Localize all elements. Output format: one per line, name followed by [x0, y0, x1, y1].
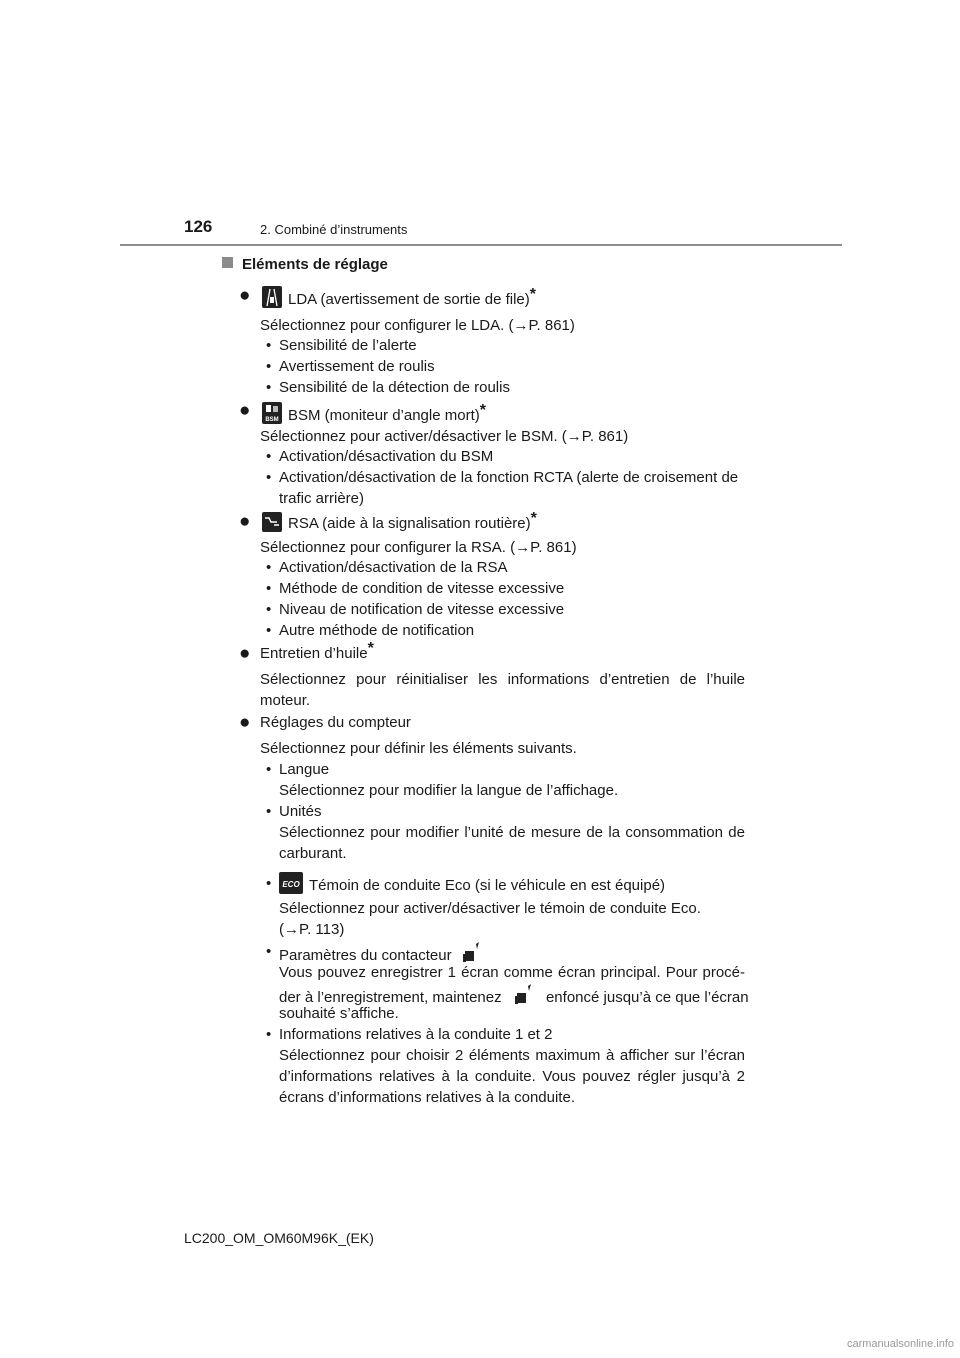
list-item: •: [266, 448, 272, 465]
list-item-text: Activation/désactivation de la RSA: [279, 559, 508, 576]
list-item-desc: der à l’enregistrement, maintenez enfoncé jusqu’à ce que l’écran: [279, 984, 749, 1008]
list-item-desc: Sélectionnez pour modifier la langue de l’affichage.: [279, 782, 619, 799]
list-item-text: Avertissement de roulis: [279, 358, 435, 375]
list-item-desc: carburant.: [279, 845, 347, 862]
list-item-text: Méthode de condition de vitesse excessive: [279, 580, 565, 597]
list-item: •: [266, 601, 272, 618]
switch-icon: [514, 984, 534, 1006]
bullet-dot-icon: ●: [239, 712, 251, 733]
oil-description-line1: Sélectionnez pour réinitialiser les informations d’entretien de l’huile: [260, 671, 745, 688]
lda-icon: [262, 286, 282, 308]
bsm-icon: [262, 402, 282, 424]
meter-description: Sélectionnez pour définir les éléments suivants.: [260, 740, 577, 757]
list-item-text: ECO Témoin de conduite Eco (si le véhicule en est équipé): [279, 872, 665, 896]
list-item-text: trafic arrière): [279, 490, 365, 507]
list-item-desc: écrans d’informations relatives à la conduite.: [279, 1089, 575, 1106]
switch-icon: [462, 942, 482, 964]
list-item-text: Informations relatives à la conduite 1 et 2: [279, 1026, 553, 1043]
list-item-text: Sensibilité de l’alerte: [279, 337, 417, 354]
list-item-desc: Sélectionnez pour activer/désactiver le témoin de conduite Eco.: [279, 900, 701, 917]
oil-description-line2: moteur.: [260, 692, 311, 709]
rsa-description: Sélectionnez pour configurer la RSA. (→P. 861): [260, 539, 577, 556]
list-item-text: Autre méthode de notification: [279, 622, 475, 639]
list-item: •: [266, 469, 272, 486]
svg-text:ECO: ECO: [282, 880, 300, 889]
eco-icon: [279, 872, 303, 894]
bsm-description: Sélectionnez pour activer/désactiver le BSM. (→P. 861): [260, 428, 629, 445]
list-item: •: [266, 337, 272, 354]
list-item-text: Unités: [279, 803, 322, 820]
list-item: •: [266, 1026, 272, 1043]
page-number: 126: [184, 217, 213, 236]
bullet-dot-icon: ●: [239, 643, 251, 664]
svg-text:BSM: BSM: [265, 417, 279, 423]
bullet-dot-icon: ●: [239, 400, 251, 421]
bsm-heading: BSM BSM (moniteur d’angle mort)*: [262, 402, 486, 426]
list-item: •: [266, 803, 272, 820]
list-item: •: [266, 580, 272, 597]
list-item: •: [266, 761, 272, 778]
list-item-desc: Sélectionnez pour choisir 2 éléments maximum à afficher sur l’écran: [279, 1047, 745, 1064]
header-divider: [120, 244, 842, 246]
oil-heading: Entretien d’huile*: [260, 640, 374, 662]
bullet-dot-icon: ●: [239, 511, 251, 532]
list-item-text: Paramètres du contacteur: [279, 942, 488, 966]
bullet-dot-icon: ●: [239, 285, 251, 306]
list-item: •: [266, 622, 272, 639]
lda-description: Sélectionnez pour configurer le LDA. (→P. 861): [260, 317, 575, 334]
list-item-text: Sensibilité de la détection de roulis: [279, 379, 510, 396]
list-item: •: [266, 379, 272, 396]
list-item-text: Niveau de notification de vitesse excessive: [279, 601, 565, 618]
list-item: •: [266, 943, 272, 960]
rsa-heading: RSA (aide à la signalisation routière)*: [262, 512, 537, 534]
rsa-icon: [262, 512, 282, 532]
list-item-text: Activation/désactivation de la fonction RCTA (alerte de croisement de: [279, 469, 739, 486]
list-item: •: [266, 559, 272, 576]
list-item-desc: d’informations relatives à la conduite. Vous pouvez régler jusqu’à 2: [279, 1068, 745, 1085]
list-item-text: Activation/désactivation du BSM: [279, 448, 494, 465]
square-bullet-icon: [222, 257, 233, 268]
list-item-desc: (→P. 113): [279, 921, 345, 938]
list-item: •: [266, 875, 272, 892]
lda-heading: LDA (avertissement de sortie de file)*: [262, 286, 536, 310]
meter-heading: Réglages du compteur: [260, 714, 411, 731]
chapter-title: 2. Combiné d’instruments: [260, 222, 408, 237]
section-title: Eléments de réglage: [222, 255, 388, 275]
list-item-text: Langue: [279, 761, 330, 778]
list-item: •: [266, 358, 272, 375]
list-item-desc: Vous pouvez enregistrer 1 écran comme écran principal. Pour procé-: [279, 964, 745, 981]
list-item-desc: souhaité s’affiche.: [279, 1005, 399, 1022]
document-code: LC200_OM_OM60M96K_(EK): [184, 1230, 374, 1246]
list-item-desc: Sélectionnez pour modifier l’unité de mesure de la consommation de: [279, 824, 745, 841]
watermark: carmanualsonline.info: [846, 1338, 954, 1350]
